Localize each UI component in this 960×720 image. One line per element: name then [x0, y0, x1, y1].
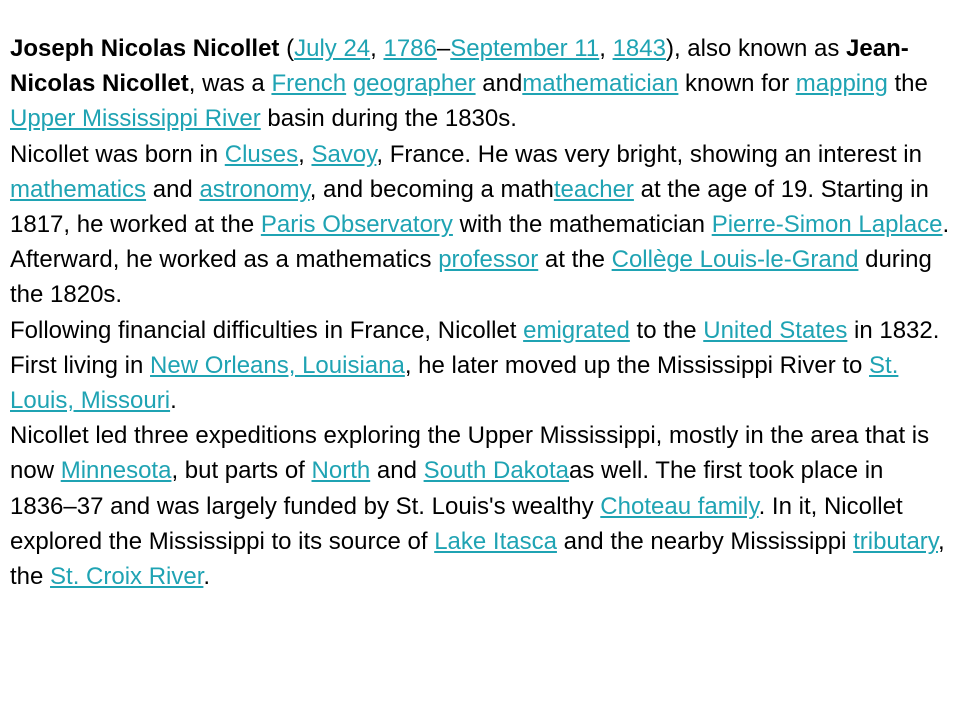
text-run: , France. He was very bright, showing an interest in	[376, 140, 922, 168]
link-minnesota[interactable]: Minnesota	[60, 457, 172, 485]
link-teacher[interactable]: teacher	[553, 175, 634, 203]
text-run: –	[436, 35, 451, 62]
link-mathematician[interactable]: mathematician	[522, 70, 679, 98]
text-run: the	[887, 70, 928, 98]
text-run: at the	[538, 246, 612, 274]
link-north[interactable]: North	[311, 457, 371, 485]
link-mathematics[interactable]: mathematics	[10, 175, 147, 203]
link-united-states[interactable]: United States	[703, 316, 848, 344]
link-south-dakota[interactable]: South Dakota	[423, 457, 570, 485]
text-run: ), also known as	[665, 35, 847, 62]
text-run: as well. The first took place in 1836–37 and was largely funded by St. Louis's wealthy	[10, 457, 884, 520]
paragraph-early-life	[10, 137, 950, 313]
text-run: and	[475, 70, 523, 98]
link-upper-mississippi-river[interactable]: Upper Mississippi River	[10, 105, 261, 133]
text-run: , but parts of	[171, 457, 312, 485]
paragraph-emigration	[10, 313, 950, 419]
link-july-24[interactable]: July 24	[294, 35, 371, 62]
link-coll-ge-louis-le-grand[interactable]: Collège Louis-le-Grand	[611, 246, 859, 274]
link-astronomy[interactable]: astronomy	[199, 175, 310, 203]
link-mapping[interactable]: mapping	[795, 70, 888, 98]
text-run: basin during the 1830s.	[260, 105, 517, 133]
bold-name: Jean-Nicolas Nicollet	[10, 35, 909, 98]
link-emigrated[interactable]: emigrated	[523, 316, 630, 344]
bold-name: Joseph Nicolas Nicollet	[10, 35, 280, 62]
link-french[interactable]: French	[271, 70, 347, 98]
link-st-croix-river[interactable]: St. Croix River	[50, 563, 204, 591]
text-run: Nicollet was born in	[10, 140, 225, 168]
link-paris-observatory[interactable]: Paris Observatory	[260, 211, 453, 239]
text-run: . In it, Nicollet explored the Mississippi to its source of	[10, 492, 903, 555]
text-run: in 1832. First living in	[10, 316, 940, 379]
text-run: .	[170, 387, 177, 415]
text-run: and	[146, 175, 200, 203]
article-body	[10, 31, 950, 594]
paragraph-intro	[10, 31, 950, 137]
text-run: known for	[678, 70, 796, 98]
link-choteau-family[interactable]: Choteau family	[600, 492, 759, 520]
link-geographer[interactable]: geographer	[352, 70, 476, 98]
link-september-11[interactable]: September 11	[450, 35, 600, 62]
text-run: ,	[599, 35, 613, 62]
text-run: during the 1820s.	[10, 246, 932, 309]
text-run: , the	[10, 527, 945, 591]
link-cluses[interactable]: Cluses	[224, 140, 299, 168]
text-run: and the nearby Mississippi	[556, 527, 854, 555]
text-run: with the mathematician	[452, 211, 712, 239]
text-run	[346, 70, 353, 97]
text-run: Nicollet led three expeditions exploring the Upper Mississippi, mostly in the area that is now	[10, 422, 930, 485]
link-pierre-simon-laplace[interactable]: Pierre-Simon Laplace	[711, 211, 943, 239]
link-1843[interactable]: 1843	[612, 35, 666, 62]
text-run: ,	[298, 140, 312, 168]
text-run: . Afterward, he worked as a mathematics	[10, 211, 950, 274]
text-run: , he later moved up the Mississippi River to	[404, 351, 870, 379]
text-run: to the	[629, 316, 704, 344]
link-new-orleans-louisiana[interactable]: New Orleans, Louisiana	[150, 351, 405, 379]
link-st-louis-missouri[interactable]: St. Louis, Missouri	[10, 351, 899, 415]
link-professor[interactable]: professor	[438, 246, 539, 274]
text-run: and	[370, 457, 424, 485]
text-run: Following financial difficulties in France, Nicollet	[10, 316, 524, 344]
text-run: , was a	[188, 70, 272, 98]
paragraph-expeditions	[10, 418, 950, 594]
link-1786[interactable]: 1786	[383, 35, 437, 62]
link-lake-itasca[interactable]: Lake Itasca	[434, 527, 557, 555]
text-run: .	[203, 563, 211, 591]
link-savoy[interactable]: Savoy	[311, 140, 377, 168]
text-run: (	[279, 35, 295, 62]
text-run: ,	[370, 35, 384, 62]
text-run: , and becoming a math	[309, 175, 554, 203]
text-run: at the age of 19. Starting in 1817, he worked at the	[10, 175, 929, 239]
link-tributary[interactable]: tributary	[853, 527, 939, 555]
